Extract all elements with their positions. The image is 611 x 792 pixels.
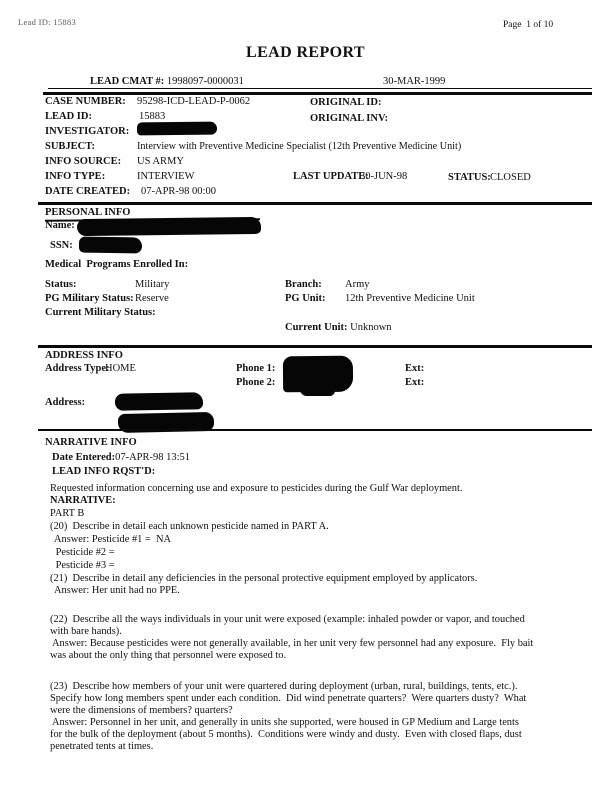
thin-rule (48, 88, 592, 89)
current-unit-value: Unknown (347, 322, 392, 333)
pg-unit-label: PG Unit: (285, 293, 326, 304)
lead-id-label: LEAD ID: (45, 111, 92, 122)
lead-id-note: Lead ID: 15883 (18, 17, 77, 27)
narrative-line: Answer: Because pesticides were not generally available, in her unit very few personnel had any exposure. Fly bait (50, 638, 534, 649)
info-source-label: INFO SOURCE: (45, 156, 122, 167)
current-unit-label: Current Unit: (285, 322, 348, 333)
section-divider-personal (38, 202, 592, 205)
date-entered-value: 07-APR-98 13:51 (115, 452, 191, 463)
narrative-label: NARRATIVE: (50, 495, 116, 506)
narrative-line: (23) Describe how members of your unit were quartered during deployment (urban, rural, buildings, tents, etc.). (50, 681, 518, 692)
redaction-phones-tail (300, 388, 335, 396)
info-source-value: US ARMY (137, 156, 184, 167)
name-label: Name: (45, 220, 75, 231)
ext2-label: Ext: (405, 377, 425, 388)
redaction-investigator (137, 122, 217, 136)
status-label: STATUS: (448, 172, 491, 183)
current-military-status-label: Current Military Status: (45, 307, 156, 318)
narrative-line: Pesticide #3 = (53, 560, 115, 571)
lead-id-value: 15883 (139, 111, 166, 122)
request-text: Requested information concerning use and exposure to pesticides during the Gulf War deployment. (50, 483, 463, 494)
pg-military-status-value: Reserve (135, 293, 169, 304)
status-field-value: Military (135, 279, 170, 290)
date-entered-row (52, 452, 190, 464)
case-number-label: CASE NUMBER: (45, 96, 126, 107)
section-divider-address (38, 345, 592, 348)
date-entered-label: Date Entered: (52, 452, 116, 463)
subject-label: SUBJECT: (45, 141, 95, 152)
narrative-line: Pesticide #2 = (53, 547, 115, 558)
personal-info-title: PERSONAL INFO (45, 207, 131, 218)
narrative-line: (21) Describe in detail any deficiencies in the personal protective equipment employed by applicators. (50, 573, 478, 584)
ssn-label: SSN: (50, 240, 73, 251)
address-type-value: HOME (105, 363, 136, 374)
narrative-line: for the bulk of the deployment (about 5 months). Conditions were windy and dusty. Even with closed flaps, dust (50, 729, 522, 740)
date-created-label: DATE CREATED: (45, 186, 131, 197)
pg-unit-value: 12th Preventive Medicine Unit (345, 293, 475, 304)
narrative-line: was about the only thing that personnel were exposed to. (50, 650, 287, 661)
narrative-line: were the dimensions of members? quarters? (50, 705, 233, 716)
narrative-line: penetrated tents at times. (50, 741, 154, 752)
phone2-label: Phone 2: (236, 377, 276, 388)
cmat-label: LEAD CMAT #: (90, 76, 165, 87)
address-type-label: Address Type: (45, 363, 110, 374)
cmat-value: 1998097-0000031 (164, 76, 244, 87)
status-value: CLOSED (490, 172, 531, 183)
page-number: Page 1 of 10 (503, 20, 554, 30)
original-inv-label: ORIGINAL INV: (310, 113, 389, 124)
subject-value: Interview with Preventive Medicine Specialist (12th Preventive Medicine Unit) (137, 141, 462, 152)
original-id-label: ORIGINAL ID: (310, 97, 382, 108)
narrative-line: Answer: Pesticide #1 = NA (52, 534, 171, 545)
redaction-address-line1 (115, 392, 203, 411)
narrative-info-title: NARRATIVE INFO (45, 437, 137, 448)
address-info-title: ADDRESS INFO (45, 350, 123, 361)
page-title: LEAD REPORT (246, 44, 365, 61)
info-type-label: INFO TYPE: (45, 171, 106, 182)
ext1-label: Ext: (405, 363, 425, 374)
phone1-label: Phone 1: (236, 363, 276, 374)
narrative-line: (22) Describe all the ways individuals in your unit were exposed (example: inhaled powder or vapor, and touched (50, 614, 525, 625)
redaction-name (77, 217, 261, 236)
thick-rule-top (43, 92, 592, 95)
medical-programs-label: Medical Programs Enrolled In: (45, 259, 189, 270)
last-update-value: 30-JUN-98 (360, 171, 408, 182)
pg-military-status-label: PG Military Status: (45, 293, 134, 304)
investigator-label: INVESTIGATOR: (45, 126, 130, 137)
narrative-line: PART B (50, 508, 85, 519)
branch-value: Army (345, 279, 370, 290)
narrative-line: Answer: Personnel in her unit, and generally in units she supported, were housed in GP Medium and Large tents (50, 717, 519, 728)
narrative-line: with bare hands). (50, 626, 122, 637)
redaction-ssn (79, 237, 142, 254)
address-label: Address: (45, 397, 86, 408)
redaction-phones (283, 356, 353, 393)
cmat-row (90, 76, 244, 88)
current-unit-row (285, 322, 392, 334)
narrative-line: (20) Describe in detail each unknown pesticide named in PART A. (50, 521, 329, 532)
info-type-value: INTERVIEW (137, 171, 195, 182)
section-divider-narrative (38, 429, 592, 431)
narrative-line: Answer: Her unit had no PPE. (52, 585, 180, 596)
last-update-label: LAST UPDATE: (293, 171, 369, 182)
report-date: 30-MAR-1999 (383, 76, 446, 87)
date-created-value: 07-APR-98 00:00 (141, 186, 216, 197)
case-number-value: 95298-ICD-LEAD-P-0062 (137, 96, 251, 107)
lead-info-rqst-label: LEAD INFO RQST'D: (52, 466, 156, 477)
narrative-line: Specify how long members spent under each condition. Did wind penetrate quarters? Were quarters dusty? What (50, 693, 527, 704)
branch-label: Branch: (285, 279, 322, 290)
status-field-label: Status: (45, 279, 77, 290)
